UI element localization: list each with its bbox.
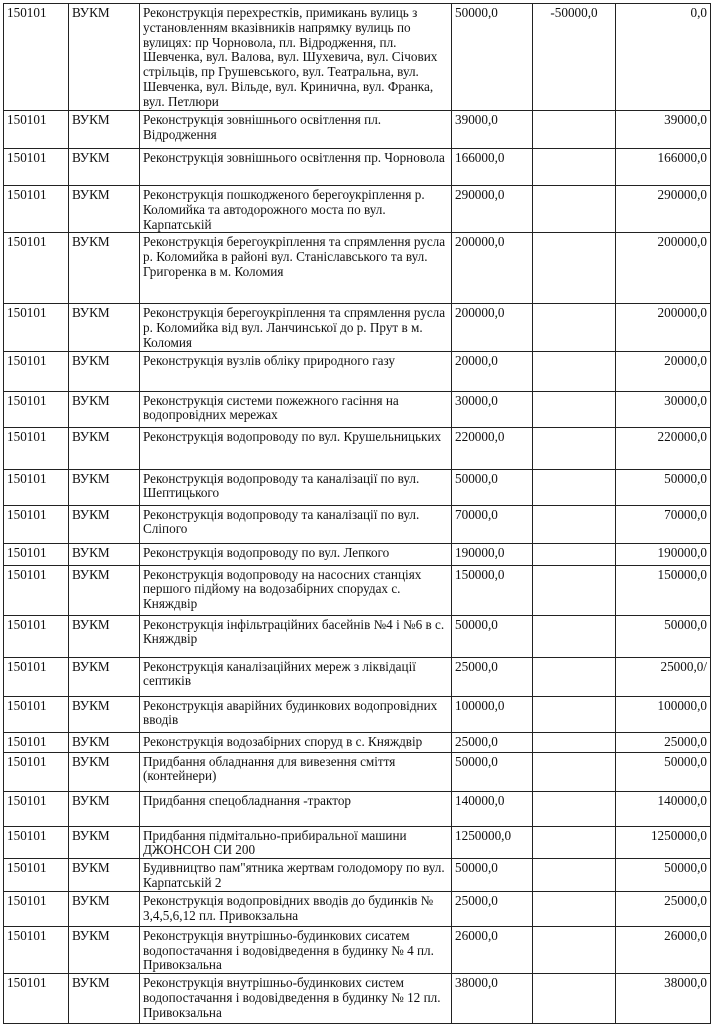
budget-code-cell: 150101 <box>4 615 69 657</box>
department-cell: ВУКМ <box>69 149 140 186</box>
total-cell: 200000,0 <box>616 304 711 351</box>
department-cell: ВУКМ <box>69 469 140 505</box>
department-cell: ВУКМ <box>69 4 140 111</box>
amount-cell: 39000,0 <box>452 111 533 149</box>
description-cell: Реконструкція водопроводу по вул. Лепкого <box>140 543 452 565</box>
amount-cell: 50000,0 <box>452 859 533 892</box>
budget-code-cell: 150101 <box>4 304 69 351</box>
budget-code-cell: 150101 <box>4 469 69 505</box>
table-row <box>4 111 711 149</box>
table-row <box>4 615 711 657</box>
table-row <box>4 351 711 391</box>
change-cell <box>533 186 616 233</box>
department-cell: ВУКМ <box>69 505 140 543</box>
table-row <box>4 657 711 696</box>
department-cell: ВУКМ <box>69 304 140 351</box>
total-cell: 220000,0 <box>616 427 711 469</box>
table-row <box>4 696 711 732</box>
description-cell: Реконструкція каналізаційних мереж з ліквідації септиків <box>140 657 452 696</box>
budget-code-cell: 150101 <box>4 427 69 469</box>
amount-cell: 150000,0 <box>452 565 533 615</box>
description-cell: Реконструкція вузлів обліку природного газу <box>140 351 452 391</box>
description-cell: Реконструкція внутрішньо-будинкових сисатем водопостачання і водовідведення в будинку № 4 пл. Привокзальна <box>140 926 452 973</box>
description-cell: Реконструкція аварійних будинкових водопровідних вводів <box>140 696 452 732</box>
department-cell: ВУКМ <box>69 391 140 427</box>
change-cell <box>533 543 616 565</box>
description-cell: Реконструкція водопровідних вводів до будинків № 3,4,5,6,12 пл. Привокзальна <box>140 891 452 926</box>
description-cell: Реконструкція водопроводу на насосних станціях першого підйому на водозабірних спорудах с. Княждвір <box>140 565 452 615</box>
department-cell: ВУКМ <box>69 791 140 826</box>
change-cell <box>533 505 616 543</box>
table-row <box>4 752 711 791</box>
table-row <box>4 859 711 892</box>
amount-cell: 20000,0 <box>452 351 533 391</box>
amount-cell: 200000,0 <box>452 304 533 351</box>
change-cell <box>533 859 616 892</box>
amount-cell: 166000,0 <box>452 149 533 186</box>
total-cell: 50000,0 <box>616 859 711 892</box>
total-cell: 39000,0 <box>616 111 711 149</box>
change-cell <box>533 696 616 732</box>
department-cell: ВУКМ <box>69 565 140 615</box>
total-cell: 30000,0 <box>616 391 711 427</box>
description-cell: Реконструкція внутрішньо-будинкових систем водопостачання і водовідведення в будинку № 12 пл. Привокзальна <box>140 974 452 1024</box>
budget-code-cell: 150101 <box>4 696 69 732</box>
amount-cell: 140000,0 <box>452 791 533 826</box>
change-cell <box>533 791 616 826</box>
amount-cell: 70000,0 <box>452 505 533 543</box>
department-cell: ВУКМ <box>69 891 140 926</box>
amount-cell: 50000,0 <box>452 752 533 791</box>
table-row <box>4 543 711 565</box>
description-cell: Реконструкція водопроводу по вул. Крушельницьких <box>140 427 452 469</box>
department-cell: ВУКМ <box>69 826 140 859</box>
amount-cell: 290000,0 <box>452 186 533 233</box>
description-cell: Придбання обладнання для вивезення сміття (контейнери) <box>140 752 452 791</box>
amount-cell: 25000,0 <box>452 891 533 926</box>
amount-cell: 200000,0 <box>452 233 533 304</box>
table-row <box>4 732 711 752</box>
amount-cell: 50000,0 <box>452 615 533 657</box>
total-cell: 200000,0 <box>616 233 711 304</box>
budget-code-cell: 150101 <box>4 791 69 826</box>
department-cell: ВУКМ <box>69 696 140 732</box>
total-cell: 25000,0 <box>616 891 711 926</box>
table-row <box>4 186 711 233</box>
table-row <box>4 505 711 543</box>
table-row <box>4 974 711 1024</box>
amount-cell: 220000,0 <box>452 427 533 469</box>
budget-table <box>3 3 711 1024</box>
table-row <box>4 565 711 615</box>
description-cell: Реконструкція інфільтраційних басейнів №4 і №6 в с. Княждвір <box>140 615 452 657</box>
department-cell: ВУКМ <box>69 111 140 149</box>
total-cell: 50000,0 <box>616 469 711 505</box>
amount-cell: 100000,0 <box>452 696 533 732</box>
total-cell: 0,0 <box>616 4 711 111</box>
total-cell: 1250000,0 <box>616 826 711 859</box>
description-cell: Реконструкція берегоукріплення та спрямлення русла р. Коломийка в районі вул. Станіславського та вул. Григоренка в м. Коломия <box>140 233 452 304</box>
description-cell: Придбання спецобладнання -трактор <box>140 791 452 826</box>
description-cell: Реконструкція водопроводу та каналізації по вул. Сліпого <box>140 505 452 543</box>
amount-cell: 190000,0 <box>452 543 533 565</box>
budget-code-cell: 150101 <box>4 732 69 752</box>
description-cell: Реконструкція пошкодженого берегоукріплення р. Коломийка та автодорожного моста по вул. Карпатській <box>140 186 452 233</box>
change-cell <box>533 565 616 615</box>
table-row <box>4 469 711 505</box>
budget-code-cell: 150101 <box>4 186 69 233</box>
table-row <box>4 926 711 973</box>
budget-code-cell: 150101 <box>4 505 69 543</box>
budget-code-cell: 150101 <box>4 391 69 427</box>
change-cell: -50000,0 <box>533 4 616 111</box>
change-cell <box>533 351 616 391</box>
budget-code-cell: 150101 <box>4 543 69 565</box>
budget-code-cell: 150101 <box>4 4 69 111</box>
department-cell: ВУКМ <box>69 974 140 1024</box>
table-row <box>4 391 711 427</box>
budget-code-cell: 150101 <box>4 657 69 696</box>
department-cell: ВУКМ <box>69 615 140 657</box>
table-row <box>4 304 711 351</box>
budget-code-cell: 150101 <box>4 752 69 791</box>
change-cell <box>533 732 616 752</box>
description-cell: Реконструкція перехрестків, примикань вулиць з установленням вказівників напрямку вулиць по вулицях: пр Чорновола, пл. Відродження, пл. Шевченка, вул. Валова, вул. Шухевича, вул. Січових стрільців, пр Грушевського, вул. Театральна, вул. Шевченка, вул. Вільде, вул. Кринична, вул. Франка, вул. Петлюри <box>140 4 452 111</box>
amount-cell: 25000,0 <box>452 732 533 752</box>
department-cell: ВУКМ <box>69 926 140 973</box>
budget-code-cell: 150101 <box>4 149 69 186</box>
department-cell: ВУКМ <box>69 351 140 391</box>
change-cell <box>533 615 616 657</box>
budget-code-cell: 150101 <box>4 233 69 304</box>
department-cell: ВУКМ <box>69 427 140 469</box>
change-cell <box>533 427 616 469</box>
change-cell <box>533 233 616 304</box>
total-cell: 190000,0 <box>616 543 711 565</box>
change-cell <box>533 826 616 859</box>
department-cell: ВУКМ <box>69 752 140 791</box>
description-cell: Реконструкція системи пожежного гасіння на водопровідних мережах <box>140 391 452 427</box>
total-cell: 70000,0 <box>616 505 711 543</box>
amount-cell: 50000,0 <box>452 469 533 505</box>
budget-code-cell: 150101 <box>4 859 69 892</box>
description-cell: Придбання підмітально-прибиральної машини ДЖОНСОН СИ 200 <box>140 826 452 859</box>
total-cell: 290000,0 <box>616 186 711 233</box>
table-row <box>4 233 711 304</box>
total-cell: 140000,0 <box>616 791 711 826</box>
change-cell <box>533 891 616 926</box>
total-cell: 20000,0 <box>616 351 711 391</box>
budget-code-cell: 150101 <box>4 891 69 926</box>
description-cell: Реконструкція берегоукріплення та спрямлення русла р. Коломийка від вул. Ланчинської до р. Прут в м. Коломия <box>140 304 452 351</box>
department-cell: ВУКМ <box>69 732 140 752</box>
budget-code-cell: 150101 <box>4 351 69 391</box>
budget-code-cell: 150101 <box>4 926 69 973</box>
department-cell: ВУКМ <box>69 233 140 304</box>
change-cell <box>533 391 616 427</box>
total-cell: 50000,0 <box>616 615 711 657</box>
table-row <box>4 826 711 859</box>
total-cell: 38000,0 <box>616 974 711 1024</box>
department-cell: ВУКМ <box>69 543 140 565</box>
department-cell: ВУКМ <box>69 859 140 892</box>
change-cell <box>533 469 616 505</box>
total-cell: 166000,0 <box>616 149 711 186</box>
amount-cell: 30000,0 <box>452 391 533 427</box>
table-row <box>4 149 711 186</box>
change-cell <box>533 304 616 351</box>
table-row <box>4 427 711 469</box>
change-cell <box>533 149 616 186</box>
amount-cell: 50000,0 <box>452 4 533 111</box>
change-cell <box>533 752 616 791</box>
budget-code-cell: 150101 <box>4 974 69 1024</box>
change-cell <box>533 974 616 1024</box>
description-cell: Реконструкція водопроводу та каналізації по вул. Шептицького <box>140 469 452 505</box>
total-cell: 25000,0/ <box>616 657 711 696</box>
amount-cell: 38000,0 <box>452 974 533 1024</box>
description-cell: Реконструкція зовнішнього освітлення пр. Чорновола <box>140 149 452 186</box>
total-cell: 50000,0 <box>616 752 711 791</box>
description-cell: Реконструкція зовнішнього освітлення пл. Відродження <box>140 111 452 149</box>
table-row <box>4 891 711 926</box>
department-cell: ВУКМ <box>69 186 140 233</box>
description-cell: Будивництво пам"ятника жертвам голодомору по вул. Карпатській 2 <box>140 859 452 892</box>
table-row <box>4 4 711 111</box>
change-cell <box>533 926 616 973</box>
description-cell: Реконструкція водозабірних споруд в с. Княждвір <box>140 732 452 752</box>
table-row <box>4 791 711 826</box>
total-cell: 26000,0 <box>616 926 711 973</box>
total-cell: 25000,0 <box>616 732 711 752</box>
total-cell: 100000,0 <box>616 696 711 732</box>
change-cell <box>533 111 616 149</box>
budget-code-cell: 150101 <box>4 565 69 615</box>
total-cell: 150000,0 <box>616 565 711 615</box>
amount-cell: 1250000,0 <box>452 826 533 859</box>
budget-code-cell: 150101 <box>4 111 69 149</box>
budget-code-cell: 150101 <box>4 826 69 859</box>
change-cell <box>533 657 616 696</box>
amount-cell: 26000,0 <box>452 926 533 973</box>
department-cell: ВУКМ <box>69 657 140 696</box>
amount-cell: 25000,0 <box>452 657 533 696</box>
